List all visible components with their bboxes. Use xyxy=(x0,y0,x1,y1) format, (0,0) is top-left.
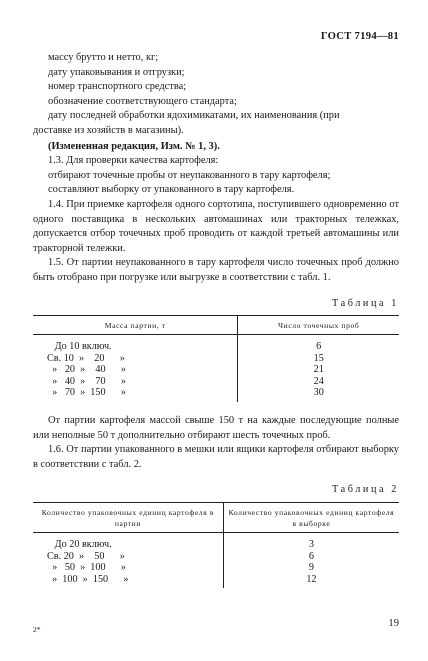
table-cell-value: 21 xyxy=(313,364,324,376)
table-row xyxy=(33,376,399,388)
table-cell-range: Св. 20 » 50 » xyxy=(47,550,125,562)
table-cell-range: » 70 » 150 » xyxy=(47,387,126,399)
standard-header: ГОСТ 7194—81 xyxy=(320,31,399,42)
table-1 xyxy=(33,315,399,402)
table-cell-value: 9 xyxy=(308,562,314,574)
table-cell-value: 3 xyxy=(308,539,314,551)
table-cell-value: 24 xyxy=(313,375,324,387)
table-2 xyxy=(33,502,399,588)
table-2-caption: Таблица 2 xyxy=(332,484,399,496)
list-line: дату упаковывания и отгрузки; xyxy=(48,66,185,78)
paragraph-after-table-1: От партии картофеля массой свыше 150 т на каждые последующие полные или неполные 50 т дополнительно отбирают шесть точечных проб. xyxy=(33,415,399,441)
table-cell-value: 30 xyxy=(313,387,324,399)
table-row xyxy=(33,551,399,563)
table-cell-range: » 50 » 100 » xyxy=(47,562,126,574)
table-cell-range: » 20 » 40 » xyxy=(47,364,126,376)
table-cell-value: 6 xyxy=(316,341,322,353)
table-cell-value: 12 xyxy=(306,573,317,585)
table-cell-range: До 10 включ. xyxy=(47,341,112,353)
table-row xyxy=(33,562,399,574)
table-row xyxy=(33,574,399,589)
page-number: 19 xyxy=(388,618,399,629)
list-line: обозначение соответствующего стандарта; xyxy=(48,95,237,107)
list-line: массу брутто и нетто, кг; xyxy=(48,52,159,63)
paragraph-1-5: 1.5. От партии неупакованного в тару картофеля число точечных проб должно быть отобрано при погрузке или выгрузке в соответствии с табл. 1. xyxy=(33,257,399,283)
list-line: доставке из хозяйств в магазины). xyxy=(33,124,184,136)
table-cell-range: Св. 10 » 20 » xyxy=(47,352,125,364)
list-line: дату последней обработки ядохимикатами, их наименования (при xyxy=(48,110,340,122)
table-2-header-sample: Количество упаковочных единиц картофеля в выборке xyxy=(223,503,399,533)
table-row xyxy=(33,335,399,353)
section-1-3-title: 1.3. Для проверки качества картофеля: xyxy=(48,155,219,167)
table-cell-range: » 40 » 70 » xyxy=(47,375,126,387)
table-1-caption: Таблица 1 xyxy=(332,297,399,309)
amendment-note: (Измененная редакция, Изм. № 1, 3). xyxy=(48,140,220,152)
table-row xyxy=(33,353,399,365)
table-2-header-lot: Количество упаковочных единиц картофеля в партии xyxy=(33,503,223,533)
table-row xyxy=(33,364,399,376)
table-cell-range: До 20 включ. xyxy=(47,539,112,551)
section-1-3-line: составляют выборку от упакованного в тару картофеля. xyxy=(48,184,295,196)
table-cell-value: 6 xyxy=(308,550,314,562)
section-1-3-line: отбирают точечные пробы от неупакованного в тару картофеля; xyxy=(48,169,331,181)
table-row xyxy=(33,533,399,551)
table-row xyxy=(33,387,399,402)
list-line: номер транспортного средства; xyxy=(48,81,187,93)
table-1-header-mass: Масса партии, т xyxy=(33,316,238,335)
table-1-header-samples: Число точечных проб xyxy=(238,316,399,335)
paragraph-1-6: 1.6. От партии упакованного в мешки или ящики картофеля отбирают выборку в соответствии с табл. 2. xyxy=(33,444,399,470)
paragraph-1-4: 1.4. При приемке картофеля одного сортотипа, поступившего одновременно от одного поставщика в нескольких автомашинах или тракторных тележках, допускается отбор точечных проб проводить от каждой третьей автомашины или тракторной тележки. xyxy=(33,198,399,254)
page-content xyxy=(33,51,399,588)
footer-signature-mark: 2* xyxy=(33,625,41,634)
table-cell-value: 15 xyxy=(313,352,324,364)
table-cell-range: » 100 » 150 » xyxy=(47,573,129,585)
